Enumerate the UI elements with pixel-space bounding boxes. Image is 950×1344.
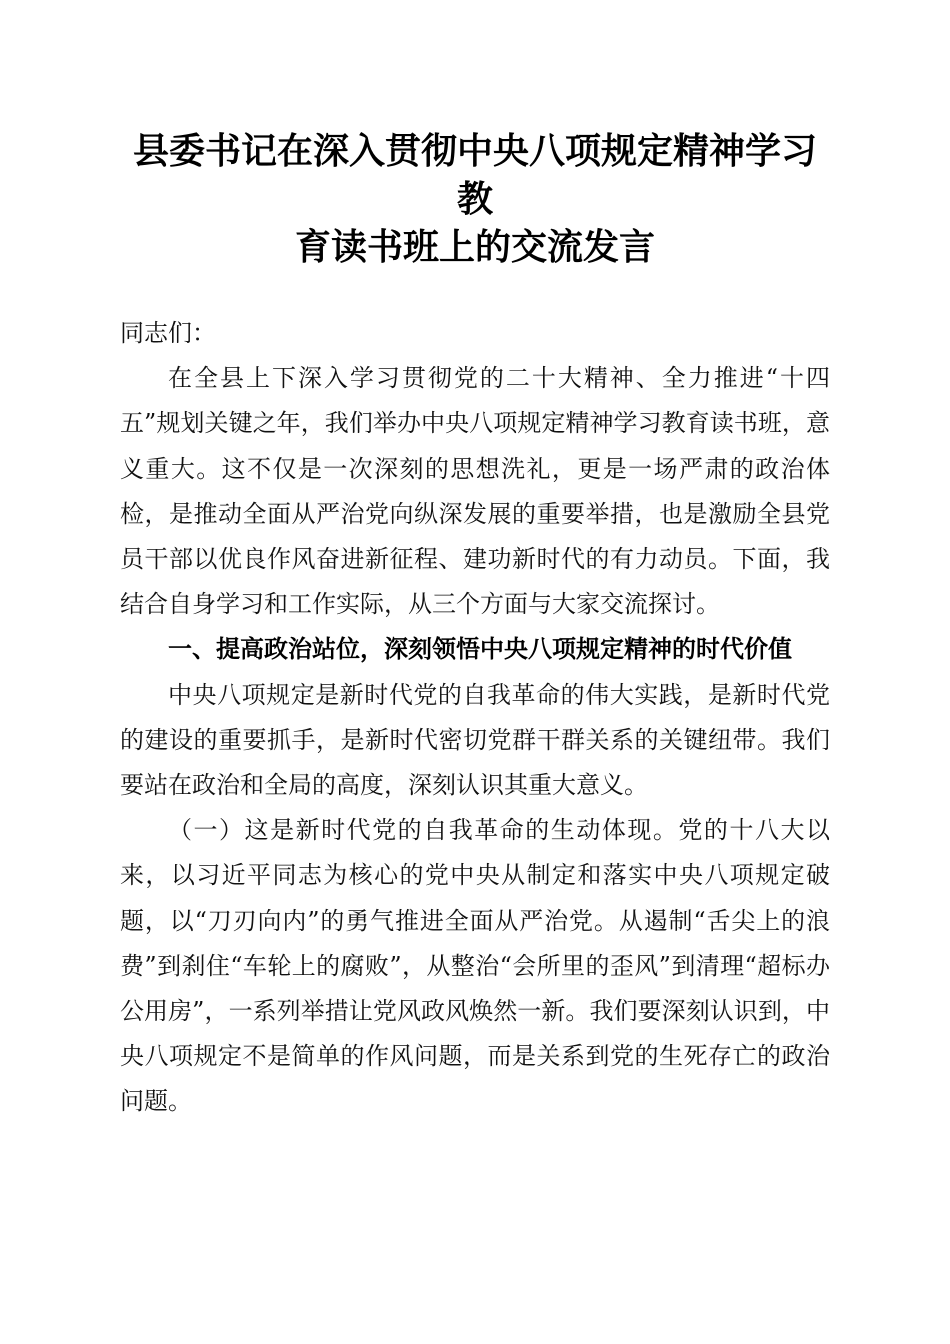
- section-1-heading: 一、提高政治站位，深刻领悟中央八项规定精神的时代价值: [168, 635, 792, 664]
- subsection-1-paragraph: [120, 808, 830, 1124]
- document-title: [120, 128, 830, 272]
- document-body: [120, 311, 830, 1125]
- salutation: 同志们：: [120, 319, 216, 347]
- title-line-1: 县委书记在深入贯彻中央八项规定精神学习教: [132, 131, 817, 220]
- subsection-1-text: 党的十八大以来，以习近平同志为核心的党中央从制定和落实中央八项规定破题，以“刀刃向内”的勇气推进全面从严治党。从遏制“舌尖上的浪费”到刹住“车轮上的腐败”，从整治“会所里的歪风”到清理“超标办公用房”，一系列举措让党风政风焕然一新。我们要深刻认识到，中央八项规定不是简单的作风问题，而是关系到党的生死存亡的政治问题。: [120, 816, 831, 1116]
- intro-paragraph: 在全县上下深入学习贯彻党的二十大精神、全力推进“十四五”规划关键之年，我们举办中央八项规定精神学习教育读书班，意义重大。这不仅是一次深刻的思想洗礼，更是一场严肃的政治体检，是推动全面从严治党向纵深发展的重要举措，也是激励全县党员干部以优良作风奋进新征程、建功新时代的有力动员。下面，我结合自身学习和工作实际，从三个方面与大家交流探讨。: [120, 364, 830, 619]
- section-1-paragraph: 中央八项规定是新时代党的自我革命的伟大实践，是新时代党的建设的重要抓手，是新时代密切党群干群关系的关键纽带。我们要站在政治和全局的高度，深刻认识其重大意义。: [120, 680, 830, 800]
- subsection-1-lead: （一）这是新时代党的自我革命的生动体现。: [168, 816, 679, 845]
- title-line-2: 育读书班上的交流发言: [294, 227, 655, 268]
